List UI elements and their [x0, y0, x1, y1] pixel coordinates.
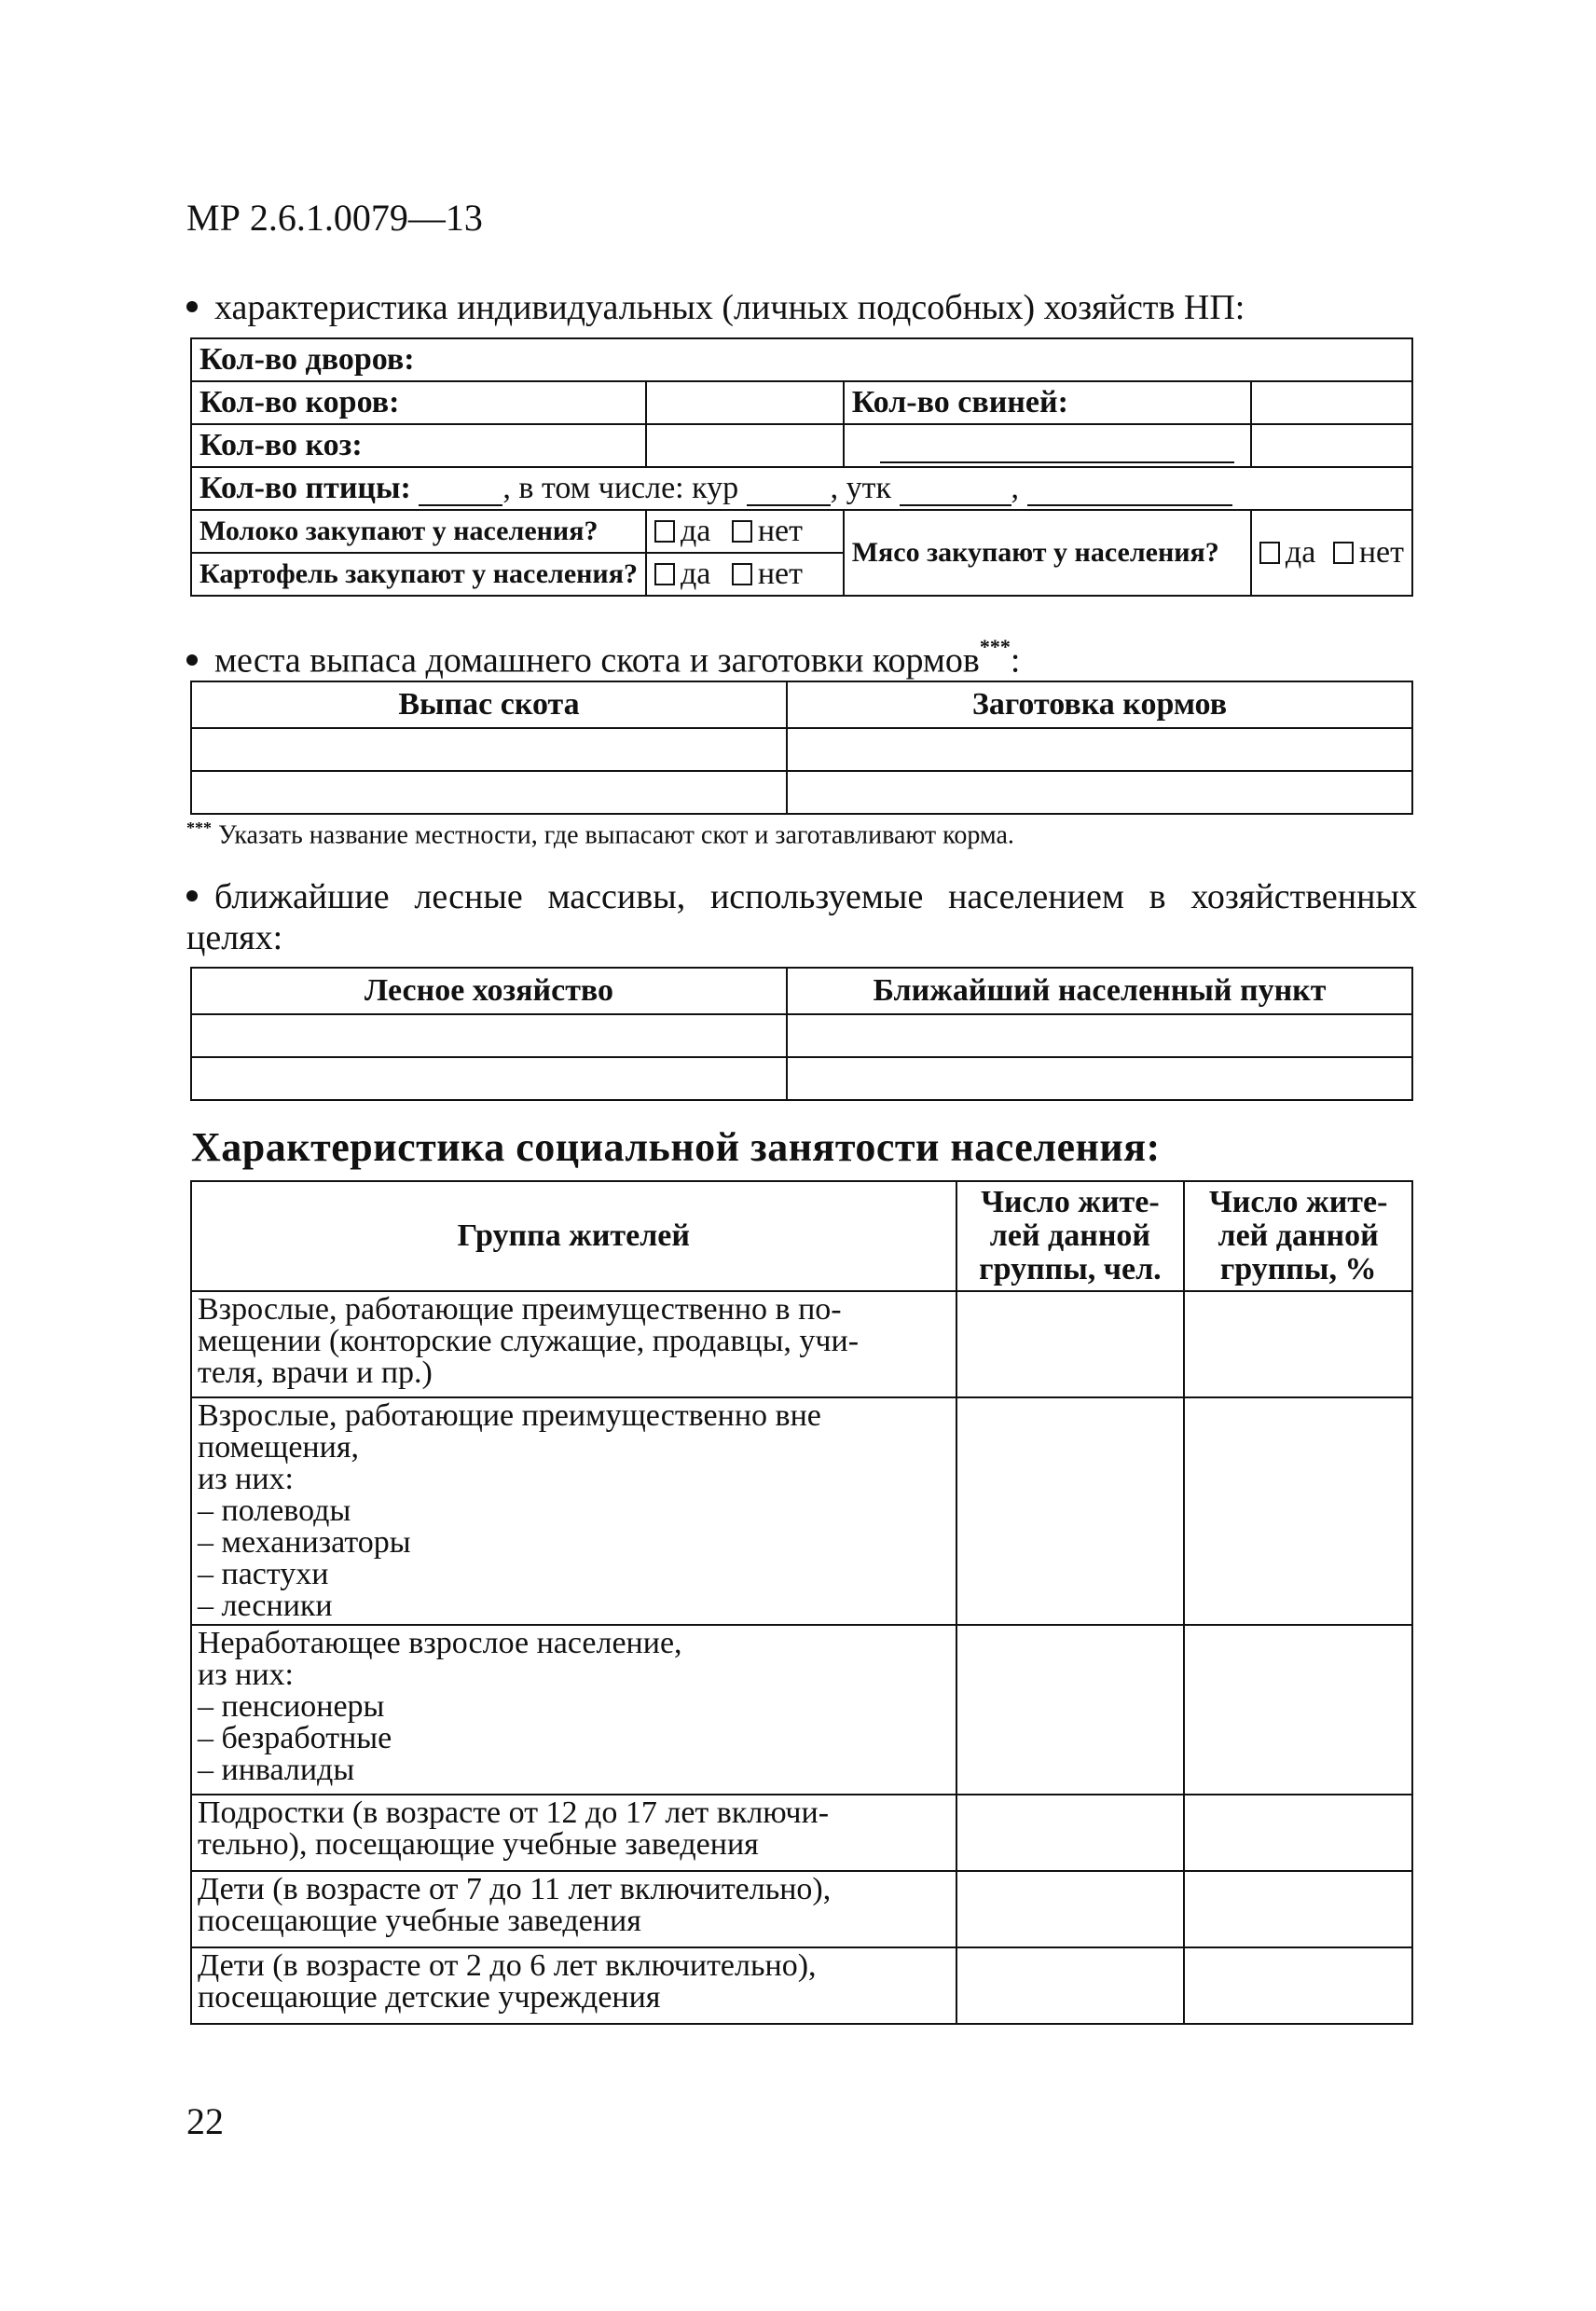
grazing-footnote — [186, 818, 1014, 850]
poultry-label: Кол-во птицы: — [200, 471, 411, 505]
percent-cell[interactable] — [1184, 1625, 1412, 1795]
grazing-table — [190, 681, 1413, 815]
milk-no-checkbox[interactable] — [732, 520, 752, 543]
document-code: МР 2.6.1.0079—13 — [186, 197, 483, 239]
pigs-label: Кол-во свиней: — [844, 381, 1251, 424]
milk-no-label: нет — [757, 514, 803, 548]
employment-section-title: Характеристика социальной занятости населения: — [191, 1124, 1161, 1170]
ducks-label: , утк — [830, 471, 892, 505]
bullet-dot — [186, 301, 198, 312]
milk-yes-checkbox[interactable] — [654, 520, 675, 543]
cows-value[interactable] — [646, 381, 844, 424]
extra-animal-blank[interactable] — [880, 433, 1234, 463]
settlement-cell[interactable] — [787, 1057, 1412, 1100]
bullet-grazing-text: места выпаса домашнего скота и заготовки кормов — [214, 640, 980, 681]
count-cell[interactable] — [956, 1625, 1185, 1795]
yards-label: Кол-во дворов: — [191, 338, 1412, 381]
settlement-cell[interactable] — [787, 1014, 1412, 1057]
bullet-households-text: характеристика индивидуальных (личных подсобных) хозяйств НП: — [214, 288, 1245, 327]
potato-question: Картофель закупают у населения? — [191, 553, 646, 596]
bullet-dot — [186, 890, 198, 901]
forest-table — [190, 967, 1413, 1101]
meat-question: Мясо закупают у населения? — [844, 510, 1251, 596]
goats-label: Кол-во коз: — [191, 424, 646, 467]
grazing-header-fodder: Заготовка кормов — [787, 681, 1412, 728]
potato-no-checkbox[interactable] — [732, 563, 752, 585]
pigs-value[interactable] — [1251, 381, 1412, 424]
percent-cell[interactable] — [1184, 1871, 1412, 1947]
goats-value[interactable] — [646, 424, 844, 467]
fodder-cell[interactable] — [787, 771, 1412, 814]
count-cell[interactable] — [956, 1795, 1185, 1871]
bullet-forests — [186, 876, 1417, 958]
count-cell[interactable] — [956, 1871, 1185, 1947]
grazing-cell[interactable] — [191, 771, 787, 814]
bullet-forests-line1: ближайшие лесные массивы, используемые населением в хозяйственных — [186, 876, 1417, 917]
chicken-blank[interactable] — [747, 476, 831, 506]
poultry-comma: , — [1011, 471, 1020, 505]
forest-header-settlement: Ближайший населенный пункт — [787, 968, 1412, 1014]
potato-yes-checkbox[interactable] — [654, 563, 675, 585]
fodder-cell[interactable] — [787, 728, 1412, 771]
count-cell[interactable] — [956, 1947, 1185, 2024]
header-group: Группа жителей — [191, 1181, 956, 1291]
bullet-forests-line2: целях: — [186, 918, 283, 957]
forest-header-forestry: Лесное хозяйство — [191, 968, 787, 1014]
poultry-including: , в том числе: кур — [502, 471, 739, 505]
meat-yes-label: да — [1285, 535, 1316, 570]
bullet-dot — [186, 654, 198, 666]
meat-yes-checkbox[interactable] — [1259, 542, 1280, 564]
page-number: 22 — [186, 2100, 224, 2142]
grazing-cell[interactable] — [191, 728, 787, 771]
forestry-cell[interactable] — [191, 1014, 787, 1057]
meat-no-label: нет — [1358, 535, 1404, 570]
header-count: Число жите- лей данной группы, чел. — [956, 1181, 1185, 1291]
households-table — [190, 337, 1413, 597]
milk-yes-label: да — [680, 514, 711, 548]
row-children-2-6: Дети (в возрасте от 2 до 6 лет включительно), посещающие детские учреждения — [191, 1947, 956, 2024]
potato-options — [646, 553, 844, 596]
row-indoor-workers: Взрослые, работающие преимущественно в по- мещении (конторские служащие, продавцы, учи- теля, врачи и пр.) — [191, 1291, 956, 1397]
meat-no-checkbox[interactable] — [1333, 542, 1354, 564]
header-percent: Число жите- лей данной группы, % — [1184, 1181, 1412, 1291]
grazing-footnote-mark: *** — [979, 635, 1011, 658]
percent-cell[interactable] — [1184, 1397, 1412, 1625]
potato-no-label: нет — [757, 557, 803, 591]
other-poultry-blank[interactable] — [1027, 476, 1232, 506]
cows-label: Кол-во коров: — [191, 381, 646, 424]
row-children-7-11: Дети (в возрасте от 7 до 11 лет включительно), посещающие учебные заведения — [191, 1871, 956, 1947]
bullet-grazing: места выпаса домашнего скота и заготовки кормов***: — [186, 632, 1020, 681]
forestry-cell[interactable] — [191, 1057, 787, 1100]
count-cell[interactable] — [956, 1397, 1185, 1625]
potato-yes-label: да — [680, 557, 711, 591]
grazing-footnote-stars: *** — [186, 818, 212, 837]
meat-options — [1251, 510, 1412, 596]
grazing-header-pasture: Выпас скота — [191, 681, 787, 728]
poultry-blank[interactable] — [419, 476, 502, 506]
row-non-working-adults: Неработающее взрослое население, из них: – пенсионеры – безработные – инвалиды — [191, 1625, 956, 1795]
row-teenagers: Подростки (в возрасте от 12 до 17 лет включи- тельно), посещающие учебные заведения — [191, 1795, 956, 1871]
milk-question: Молоко закупают у населения? — [191, 510, 646, 553]
percent-cell[interactable] — [1184, 1291, 1412, 1397]
bullet-households — [186, 287, 1245, 328]
milk-options — [646, 510, 844, 553]
row-outdoor-workers: Взрослые, работающие преимущественно вне помещения, из них: – полеводы – механизаторы – пастухи – лесники — [191, 1397, 956, 1625]
percent-cell[interactable] — [1184, 1947, 1412, 2024]
extra-animal-field[interactable] — [844, 424, 1251, 467]
percent-cell[interactable] — [1184, 1795, 1412, 1871]
count-cell[interactable] — [956, 1291, 1185, 1397]
grazing-footnote-text: Указать название местности, где выпасают скот и заготавливают корма. — [218, 820, 1014, 850]
poultry-row — [191, 467, 1412, 510]
employment-table — [190, 1180, 1413, 2025]
ducks-blank[interactable] — [900, 476, 1011, 506]
extra-animal-value[interactable] — [1251, 424, 1412, 467]
